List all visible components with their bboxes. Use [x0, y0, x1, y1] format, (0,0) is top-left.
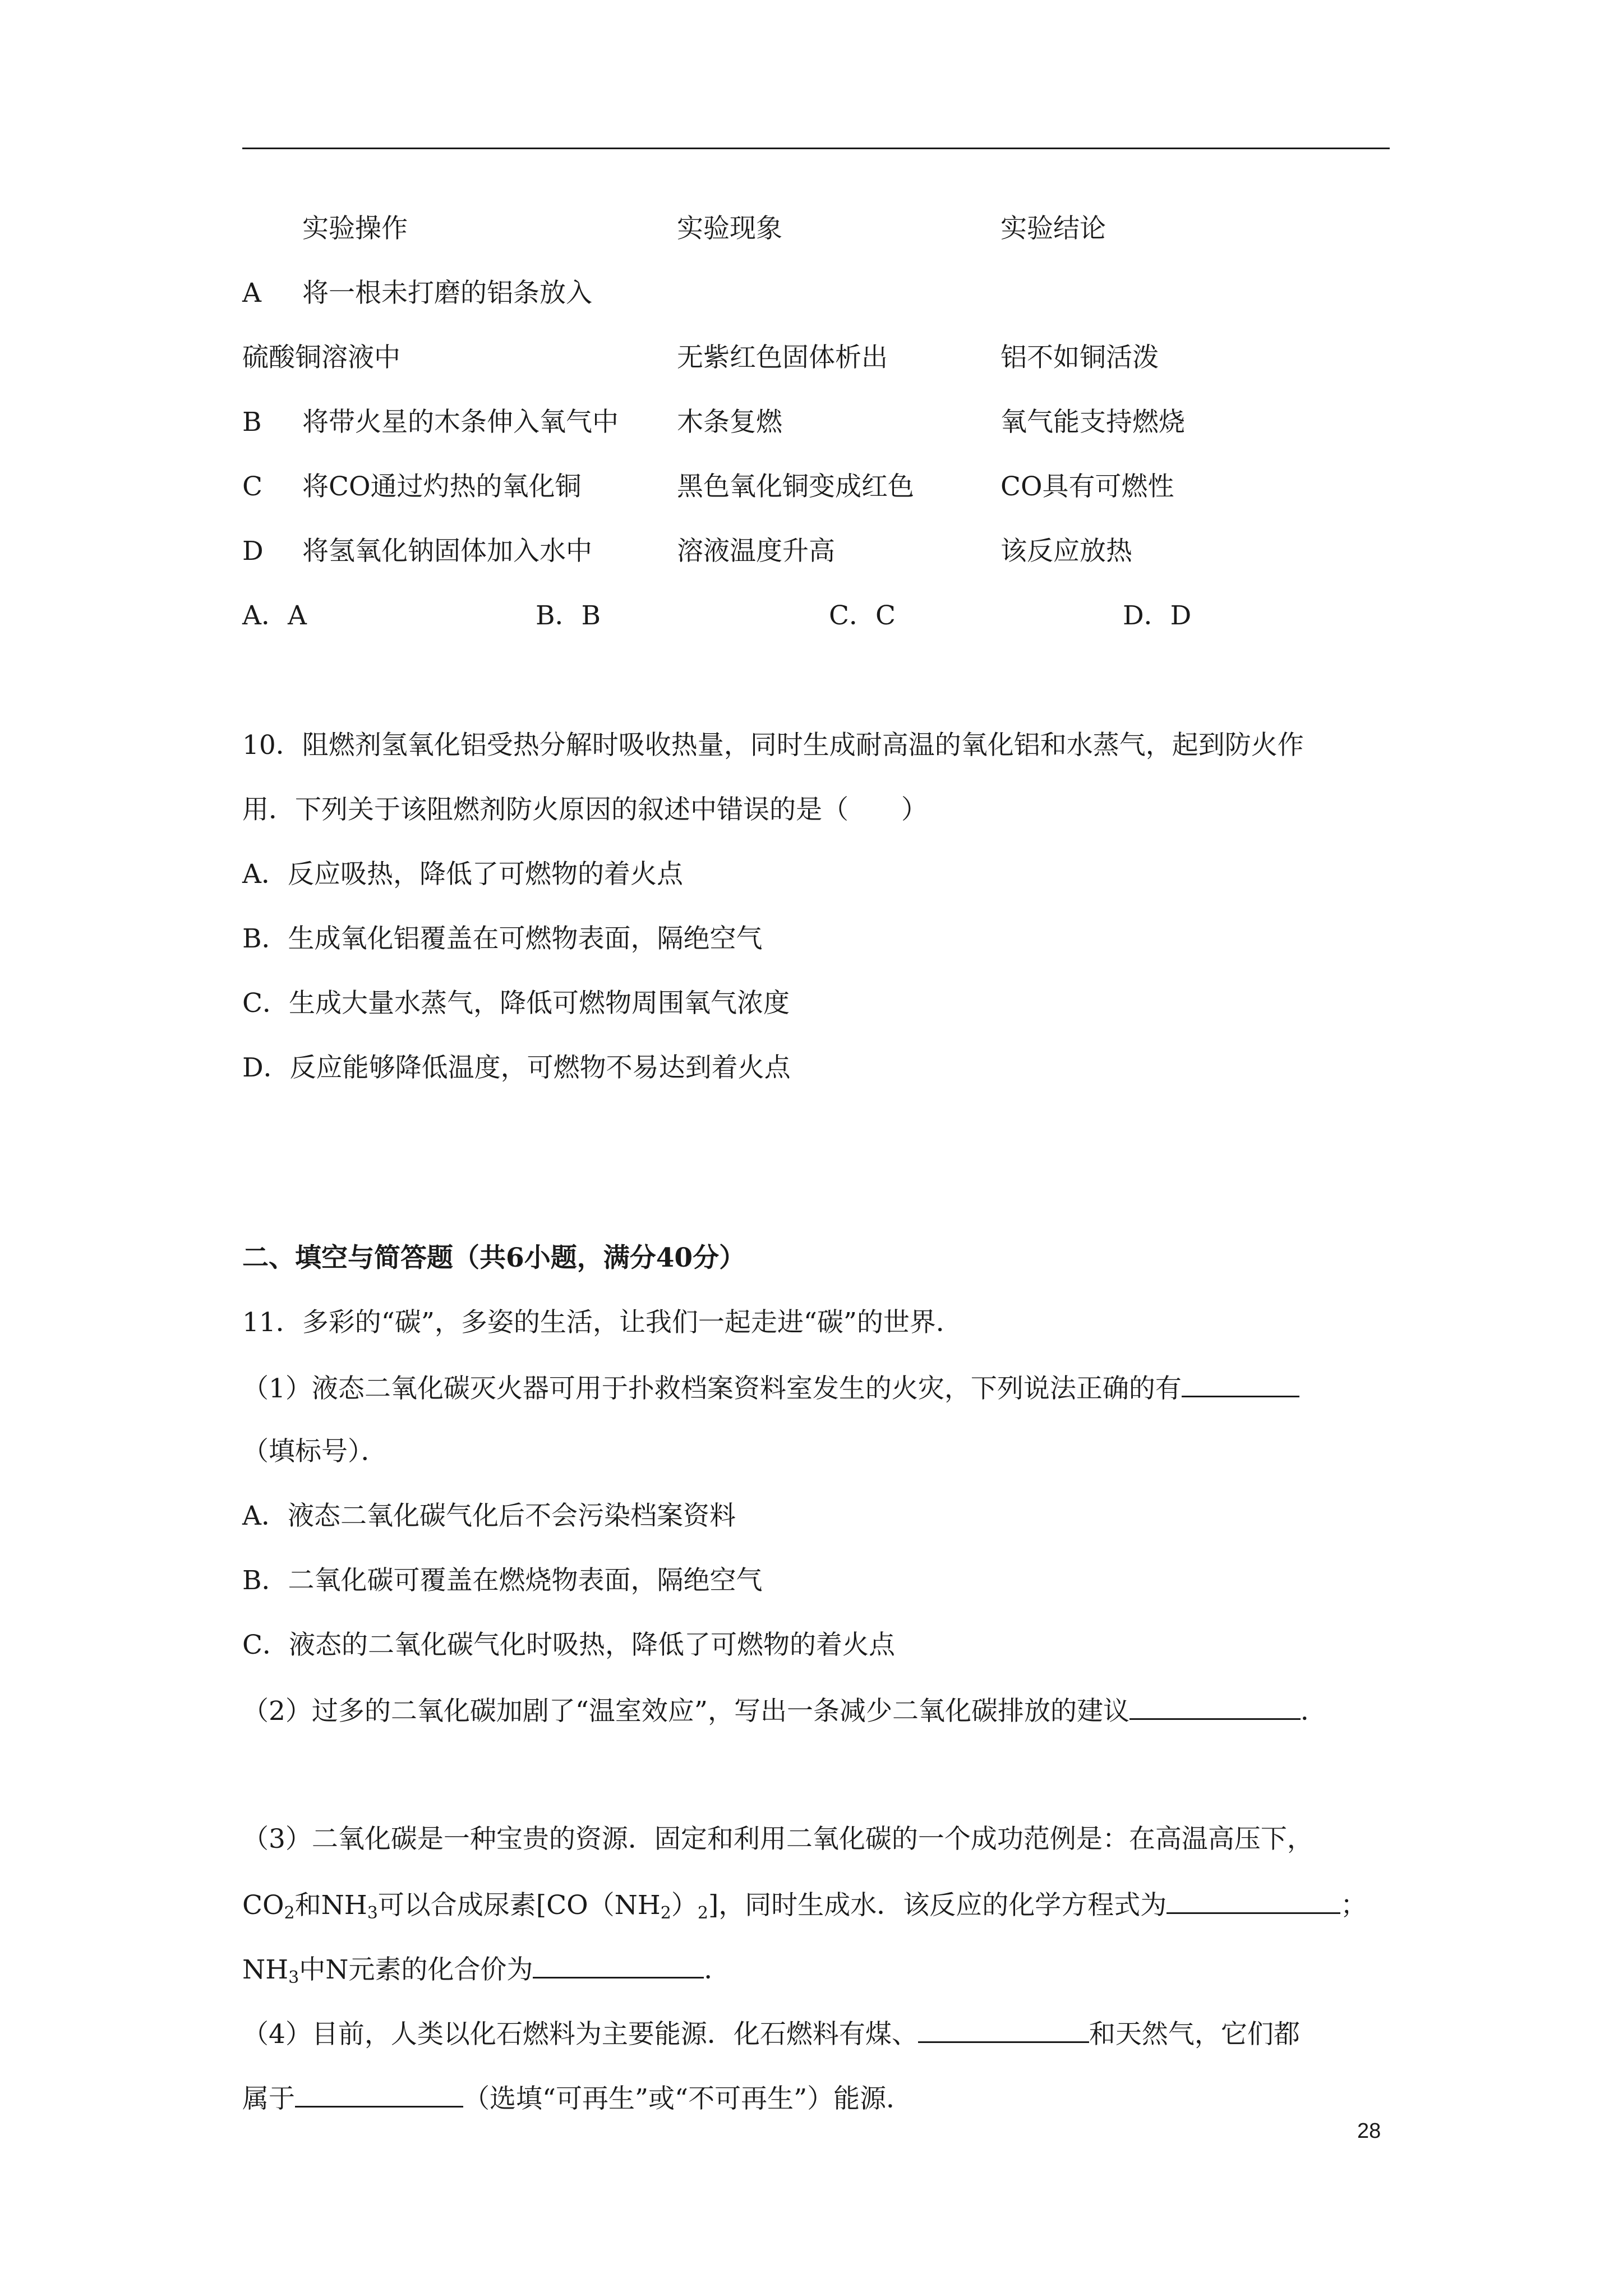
row-a-conclusion: 铝不如铜活泼	[1000, 342, 1159, 373]
q11-part4-line2: 属于 （选填“可再生”或“不可再生”）能源．	[242, 2078, 1390, 2117]
q9-option-b: B．B	[536, 600, 601, 631]
row-d-operation: 将氢氧化钠固体加入水中	[302, 536, 592, 567]
q11-equation-answer-blank[interactable]	[1166, 1884, 1340, 1914]
q11-part2-text: （2）过多的二氧化碳加剧了“温室效应”，写出一条减少二氧化碳排放的建议	[242, 1696, 1129, 1727]
q11-stem: 11．多彩的“碳”，多姿的生活，让我们一起走进“碳”的世界．	[242, 1307, 962, 1338]
q9-option-a: A．A	[242, 600, 307, 631]
q10-option-c: C．生成大量水蒸气，降低可燃物周围氧气浓度	[242, 988, 790, 1019]
q11-part1-option-b: B．二氧化碳可覆盖在燃烧物表面，隔绝空气	[242, 1565, 763, 1596]
q10-stem-line2: 用．下列关于该阻燃剂防火原因的叙述中错误的是（ ）	[242, 794, 928, 825]
urea-formula: 可以合成尿素[$CO(NH_2)_2$	[377, 1890, 708, 1923]
row-a-phenomenon: 无紫红色固体析出	[677, 342, 888, 373]
q11-fuel-answer-blank[interactable]	[918, 2013, 1089, 2043]
row-a-operation-2: 硫酸铜溶液中	[242, 342, 400, 373]
q10-option-b: B．生成氧化铝覆盖在可燃物表面，隔绝空气	[242, 923, 763, 954]
q11-valence-answer-blank[interactable]	[533, 1949, 704, 1978]
row-b-operation: 将带火星的木条伸入氧气中	[302, 407, 619, 438]
row-c-label: C	[242, 471, 262, 502]
nh3-formula-2: $NH_3$	[242, 1954, 299, 1987]
row-b-conclusion: 氧气能支持燃烧	[1000, 407, 1185, 438]
table-row-a-line2	[242, 338, 1390, 378]
row-a-label: A	[242, 278, 261, 309]
table-row-d	[242, 532, 1390, 571]
table-row-a-line1	[242, 274, 1390, 313]
q11-part2-end: ．	[1300, 1696, 1327, 1727]
q11-part1-text: （1）液态二氧化碳灭火器可用于扑救档案资料室发生的火灾，下列说法正确的有	[242, 1373, 1182, 1404]
row-c-phenomenon: 黑色氧化铜变成红色	[677, 471, 914, 502]
q11-part1-answer-blank[interactable]	[1182, 1368, 1299, 1397]
header-conclusion: 实验结论	[1000, 213, 1106, 244]
q10-option-d: D．反应能够降低温度，可燃物不易达到着火点	[242, 1052, 791, 1083]
q9-options	[242, 596, 1390, 636]
q11-part3-line3: $NH_3$中N元素的化合价为 ．	[242, 1949, 1390, 1988]
row-d-conclusion: 该反应放热	[1000, 536, 1132, 567]
q11-energy-type-answer-blank[interactable]	[295, 2078, 463, 2108]
page-number: 28	[1357, 2119, 1381, 2143]
q11-part1-line1	[242, 1368, 1390, 1407]
row-d-label: D	[242, 536, 264, 567]
q11-part4-line1: （4）目前，人类以化石燃料为主要能源．化石燃料有煤、 和天然气，它们都	[242, 2013, 1390, 2053]
nh3-formula: $NH_3$	[321, 1890, 378, 1923]
q11-part3-line1: （3）二氧化碳是一种宝贵的资源．固定和利用二氧化碳的一个成功范例是：在高温高压下，	[242, 1824, 1313, 1855]
header-operation: 实验操作	[302, 213, 408, 244]
q11-part2-line	[242, 1690, 1390, 1729]
row-b-label: B	[242, 407, 262, 438]
row-c-operation: 将CO通过灼热的氧化铜	[302, 471, 582, 502]
q11-part1-line2: （填标号）．	[242, 1436, 388, 1467]
q10-stem-line1: 10．阻燃剂氢氧化铝受热分解时吸收热量，同时生成耐高温的氧化铝和水蒸气，起到防火作	[242, 730, 1304, 761]
table-header-row	[242, 209, 1390, 249]
row-c-conclusion: CO具有可燃性	[1000, 471, 1174, 502]
q11-part1-option-c: C．液态的二氧化碳气化时吸热，降低了可燃物的着火点	[242, 1630, 895, 1660]
row-d-phenomenon: 溶液温度升高	[677, 536, 835, 567]
q11-part2-answer-blank[interactable]	[1129, 1690, 1301, 1720]
q11-part3-line2: $CO_2$和$NH_3$可以合成尿素$[CO(NH_2)_2]$，同时生成水．该反应的化学方程式为 ；	[242, 1884, 1390, 1924]
q9-option-c: C．C	[829, 600, 896, 631]
row-b-phenomenon: 木条复燃	[677, 407, 782, 438]
q11-part1-option-a: A．液态二氧化碳气化后不会污染档案资料	[242, 1501, 736, 1531]
co2-formula: $CO_2$	[242, 1890, 295, 1923]
q10-option-a: A．反应吸热，降低了可燃物的着火点	[242, 859, 683, 890]
header-phenomenon: 实验现象	[677, 213, 782, 244]
table-row-c	[242, 467, 1390, 507]
q9-option-d: D．D	[1123, 600, 1192, 631]
row-a-operation-1: 将一根未打磨的铝条放入	[302, 278, 592, 309]
header-rule	[242, 148, 1390, 149]
section-title: 二、填空与简答题（共6小题，满分40分）	[242, 1243, 746, 1273]
table-row-b	[242, 403, 1390, 442]
